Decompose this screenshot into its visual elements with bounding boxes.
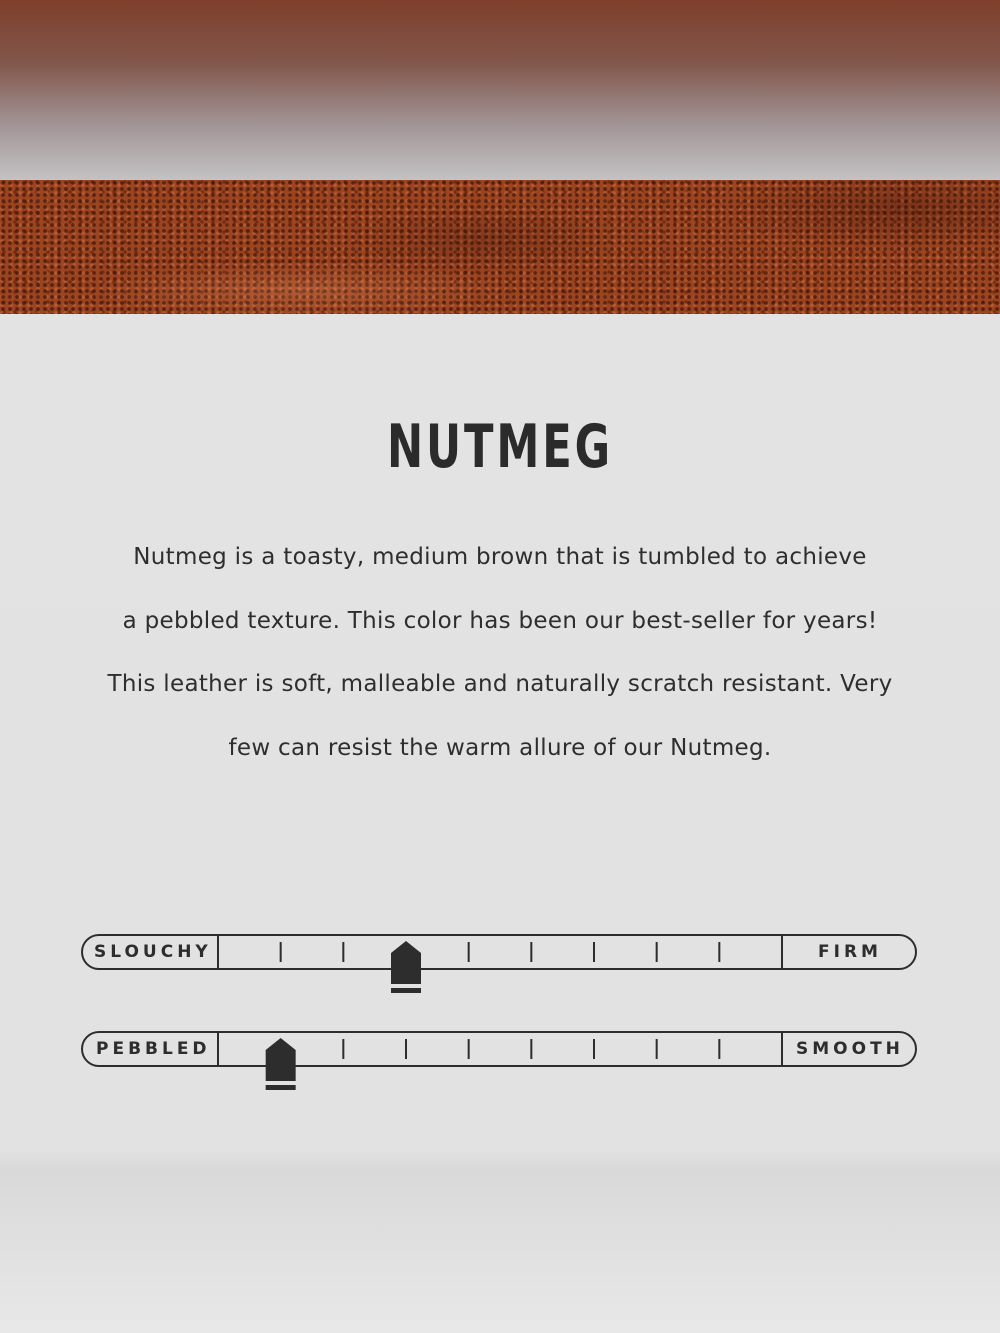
description-line: few can resist the warm allure of our Nutmeg. <box>228 735 772 761</box>
description-line: This leather is soft, malleable and naturally scratch resistant. Very <box>107 671 893 697</box>
house-pointer-icon <box>391 941 421 993</box>
scale-left-label: PEBBLED <box>96 1039 211 1059</box>
leather-swatch <box>0 180 1000 314</box>
texture-scale <box>80 1031 918 1067</box>
scale-ticks <box>281 942 720 962</box>
header-gradient <box>0 0 1000 180</box>
scale-ticks <box>281 1039 720 1059</box>
product-title: NUTMEG <box>387 412 613 482</box>
house-pointer-icon <box>266 1038 296 1090</box>
description-line: Nutmeg is a toasty, medium brown that is tumbled to achieve <box>133 544 867 570</box>
scale-right-label: FIRM <box>818 942 882 962</box>
scale-right-label: SMOOTH <box>796 1039 904 1059</box>
description-line: a pebbled texture. This color has been our best-seller for years! <box>122 608 878 634</box>
scale-left-label: SLOUCHY <box>94 942 212 962</box>
firmness-scale <box>80 934 918 970</box>
